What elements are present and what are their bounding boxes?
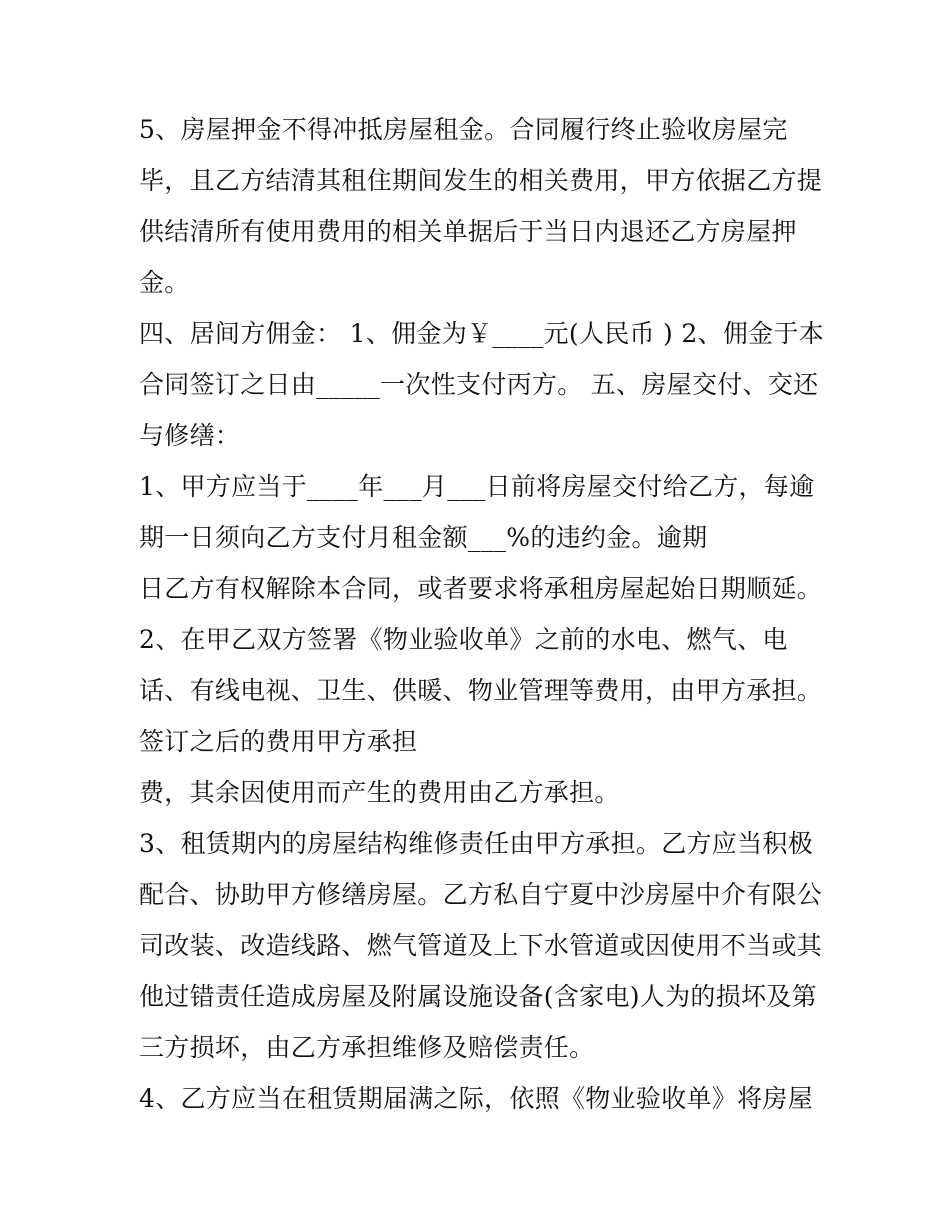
text-line: 日乙方有权解除本合同，或者要求将承租房屋起始日期顺延。 bbox=[139, 574, 823, 603]
text-line: 期一日须向乙方支付月租金额___%的违约金。逾期 bbox=[139, 523, 708, 552]
text-line: 他过错责任造成房屋及附属设施设备(含家电)人为的损坏及第 bbox=[139, 982, 817, 1011]
text-line: 话、有线电视、卫生、供暖、物业管理等费用，由甲方承担。 bbox=[139, 676, 823, 705]
text-line: 金。 bbox=[139, 268, 190, 297]
text-line: 合同签订之日由_____一次性支付丙方。 五、房屋交付、交还 bbox=[139, 370, 819, 399]
text-line: 费，其余因使用而产生的费用由乙方承担。 bbox=[139, 778, 620, 807]
text-line: 5、房屋押金不得冲抵房屋租金。合同履行终止验收房屋完 bbox=[139, 115, 788, 144]
text-line: 签订之后的费用甲方承担 bbox=[139, 727, 418, 756]
text-line: 供结清所有使用费用的相关单据后于当日内退还乙方房屋押 bbox=[139, 217, 797, 246]
text-line: 三方损坏，由乙方承担维修及赔偿责任。 bbox=[139, 1033, 595, 1062]
text-line: 1、甲方应当于____年___月___日前将房屋交付给乙方，每逾 bbox=[139, 472, 815, 501]
text-line: 配合、协助甲方修缮房屋。乙方私自宁夏中沙房屋中介有限公 bbox=[139, 880, 823, 909]
text-line: 4、乙方应当在租赁期届满之际，依照《物业验收单》将房屋 bbox=[139, 1084, 814, 1113]
text-line: 司改装、改造线路、燃气管道及上下水管道或因使用不当或其 bbox=[139, 931, 823, 960]
text-line: 毕，且乙方结清其租住期间发生的相关费用，甲方依据乙方提 bbox=[139, 166, 823, 195]
text-line: 2、在甲乙双方签署《物业验收单》之前的水电、燃气、电 bbox=[139, 625, 788, 654]
text-line: 四、居间方佣金： 1、佣金为￥____元(人民币 ) 2、佣金于本 bbox=[139, 319, 825, 348]
text-line: 3、租赁期内的房屋结构维修责任由甲方承担。乙方应当积极 bbox=[139, 829, 814, 858]
text-line: 与修缮： bbox=[139, 421, 241, 450]
